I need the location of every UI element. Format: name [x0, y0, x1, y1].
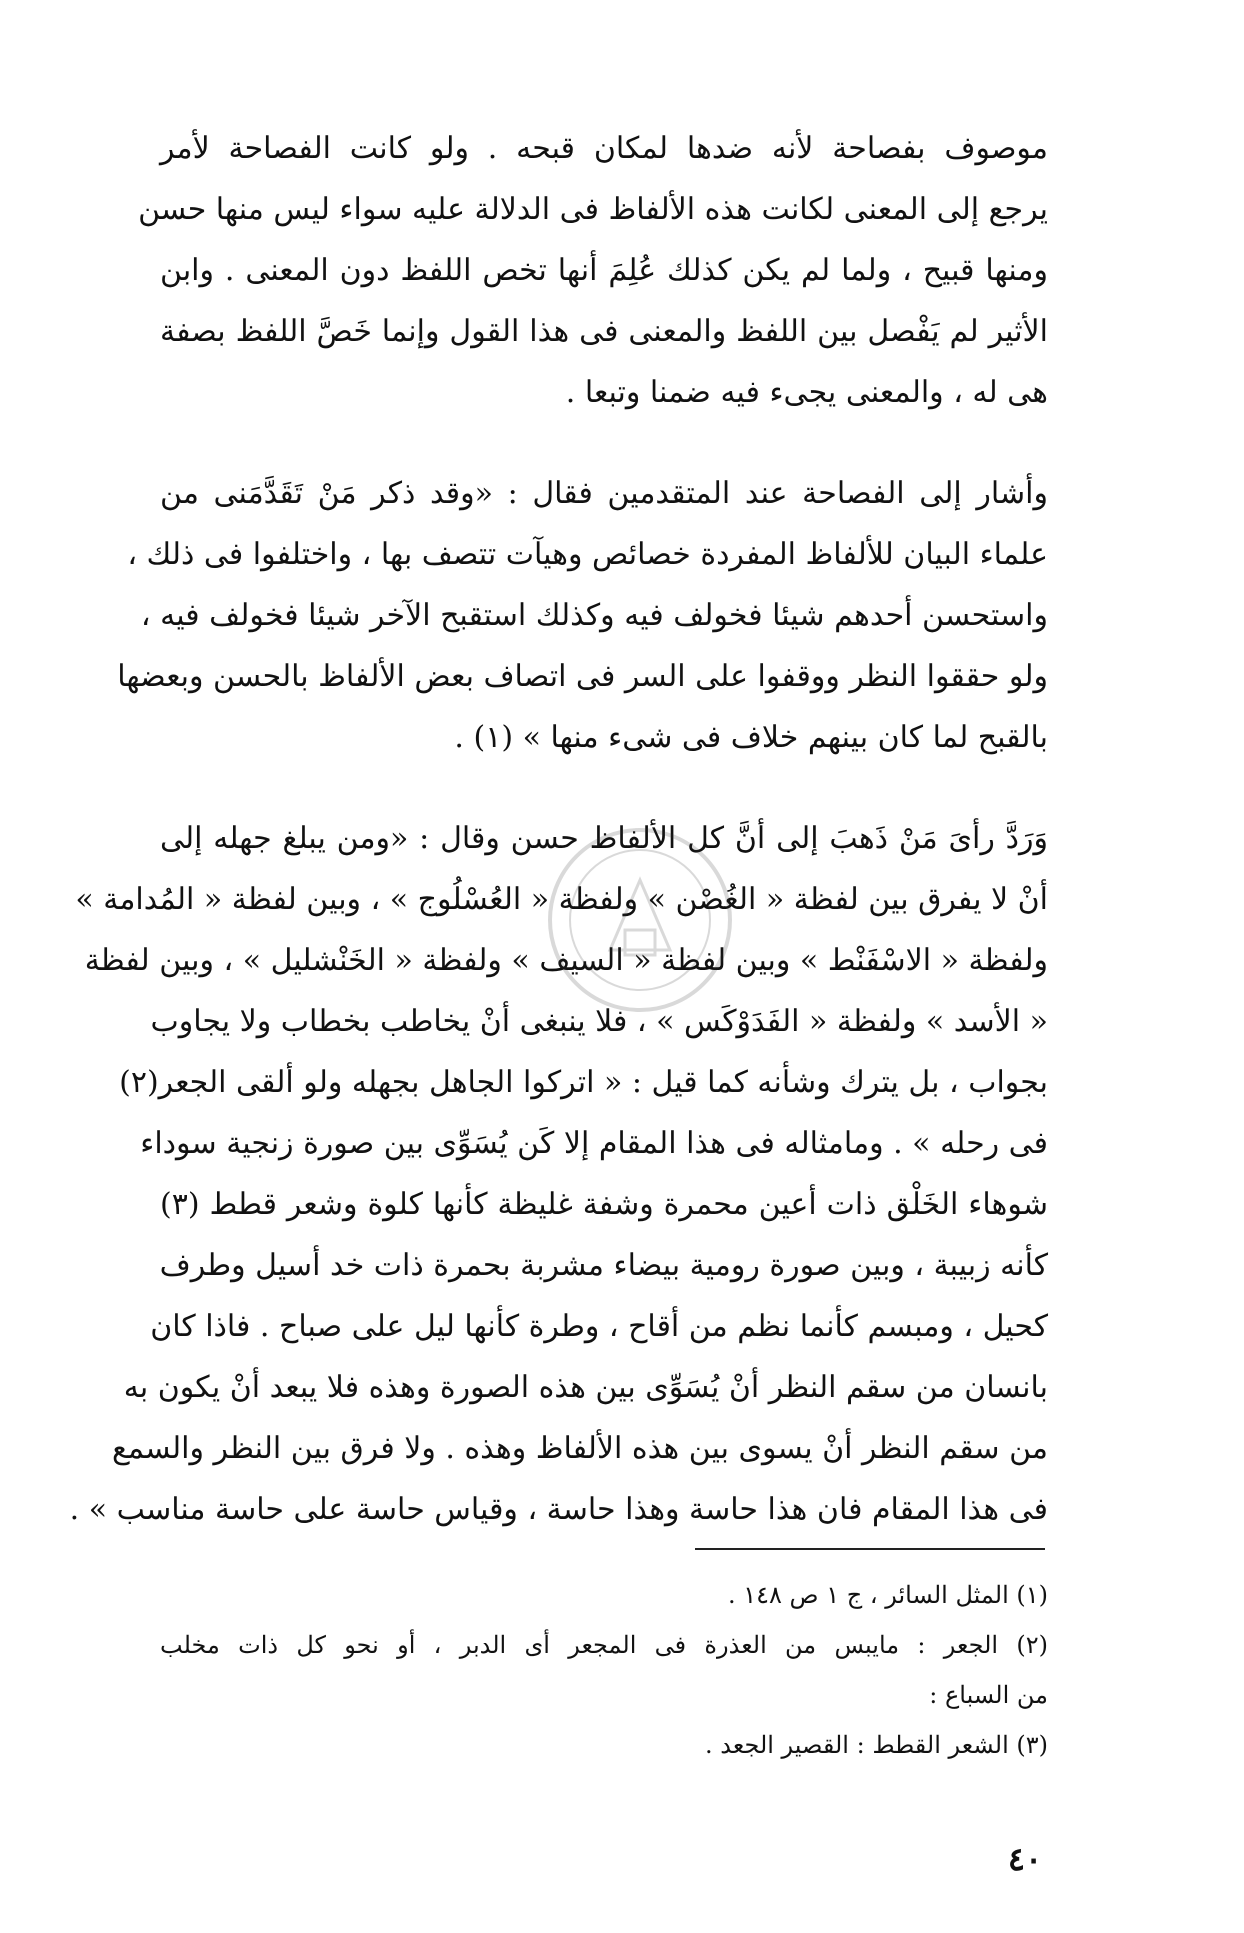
- text-line: الأثير لم يَفْصل بين اللفظ والمعنى فى هذا القول وإنما خَصَّ اللفظ بصفة: [160, 314, 1048, 349]
- text-line: ولو حققوا النظر ووقفوا على السر فى اتصاف بعض الألفاظ بالحسن وبعضها: [117, 659, 1048, 694]
- text-line: وَرَدَّ رأىَ مَنْ ذَهبَ إلى أنَّ كل الألفاظ حسن وقال : «ومن يبلغ جهله إلى: [160, 821, 1048, 856]
- text-line: ولفظة « الاسْفَنْط » وبين لفظة « السيف » ولفظة « الخَنْشليل » ، وبين لفظة: [84, 943, 1048, 978]
- page-number: ٤٠: [1007, 1840, 1043, 1878]
- footnote-divider: [695, 1548, 1045, 1550]
- text-line: كأنه زبيبة ، وبين صورة رومية بيضاء مشربة بحمرة ذات خد أسيل وطرف: [159, 1248, 1048, 1283]
- text-line: علماء البيان للألفاظ المفردة خصائص وهيآت تتصف بها ، واختلفوا فى ذلك ،: [127, 537, 1048, 572]
- text-line: فى هذا المقام فان هذا حاسة وهذا حاسة ، وقياس حاسة على حاسة مناسب » .: [69, 1492, 1048, 1527]
- text-line: ومنها قبيح ، ولما لم يكن كذلك عُلِمَ أنها تخص اللفظ دون المعنى . وابن: [160, 253, 1048, 288]
- body-text: [69, 118, 1048, 1540]
- paragraph-2: [117, 463, 1048, 768]
- text-line: فى رحله » . ومامثاله فى هذا المقام إلا كَن يُسَوِّى بين صورة زنجية سوداء: [140, 1126, 1048, 1161]
- paragraph-1: [138, 118, 1048, 423]
- text-line: بالقبح لما كان بينهم خلاف فى شىء منها » (١) .: [454, 720, 1048, 755]
- text-line: وأشار إلى الفصاحة عند المتقدمين فقال : «وقد ذكر مَنْ تَقَدَّمَنى من: [160, 476, 1048, 511]
- text-line: بجواب ، بل يترك وشأنه كما قيل : « اتركوا الجاهل بجهله ولو ألقى الجعر(٢): [119, 1065, 1048, 1100]
- text-line: يرجع إلى المعنى لكانت هذه الألفاظ فى الدلالة عليه سواء ليس منها حسن: [138, 192, 1048, 227]
- text-line: من سقم النظر أنْ يسوى بين هذه الألفاظ وهذه . ولا فرق بين النظر والسمع: [111, 1431, 1048, 1466]
- footnote-continuation: من السباع :: [929, 1681, 1048, 1709]
- text-line: « الأسد » ولفظة « الفَدَوْكَس » ، فلا ينبغى أنْ يخاطب بخطاب ولا يجاوب: [150, 1004, 1048, 1039]
- text-line: كحيل ، ومبسم كأنما نظم من أقاح ، وطرة كأنها ليل على صباح . فاذا كان: [150, 1309, 1048, 1344]
- text-line: أنْ لا يفرق بين لفظة « الغُصْن » ولفظة « العُسْلُوج » ، وبين لفظة « المُدامة »: [75, 882, 1048, 917]
- text-line: شوهاء الخَلْق ذات أعين محمرة وشفة غليظة كأنها كلوة وشعر قطط (٣): [160, 1187, 1048, 1222]
- paragraph-3: [69, 808, 1048, 1540]
- text-line: بانسان من سقم النظر أنْ يُسَوِّى بين هذه الصورة وهذه فلا يبعد أنْ يكون به: [123, 1370, 1048, 1405]
- footnote: (٣) الشعر القطط : القصير الجعد .: [705, 1731, 1048, 1759]
- footnotes: [160, 1570, 1048, 1770]
- text-line: واستحسن أحدهم شيئا فخولف فيه وكذلك استقبح الآخر شيئا فخولف فيه ،: [140, 598, 1048, 633]
- text-line: موصوف بفصاحة لأنه ضدها لمكان قبحه . ولو كانت الفصاحة لأمر: [160, 131, 1048, 166]
- footnote: (٢) الجعر : مايبس من العذرة فى المجعر أى الدبر ، أو نحو كل ذات مخلب: [160, 1631, 1048, 1659]
- footnote: (١) المثل السائر ، ج ١ ص ١٤٨ .: [727, 1581, 1048, 1609]
- text-line: هى له ، والمعنى يجىء فيه ضمنا وتبعا .: [565, 375, 1048, 410]
